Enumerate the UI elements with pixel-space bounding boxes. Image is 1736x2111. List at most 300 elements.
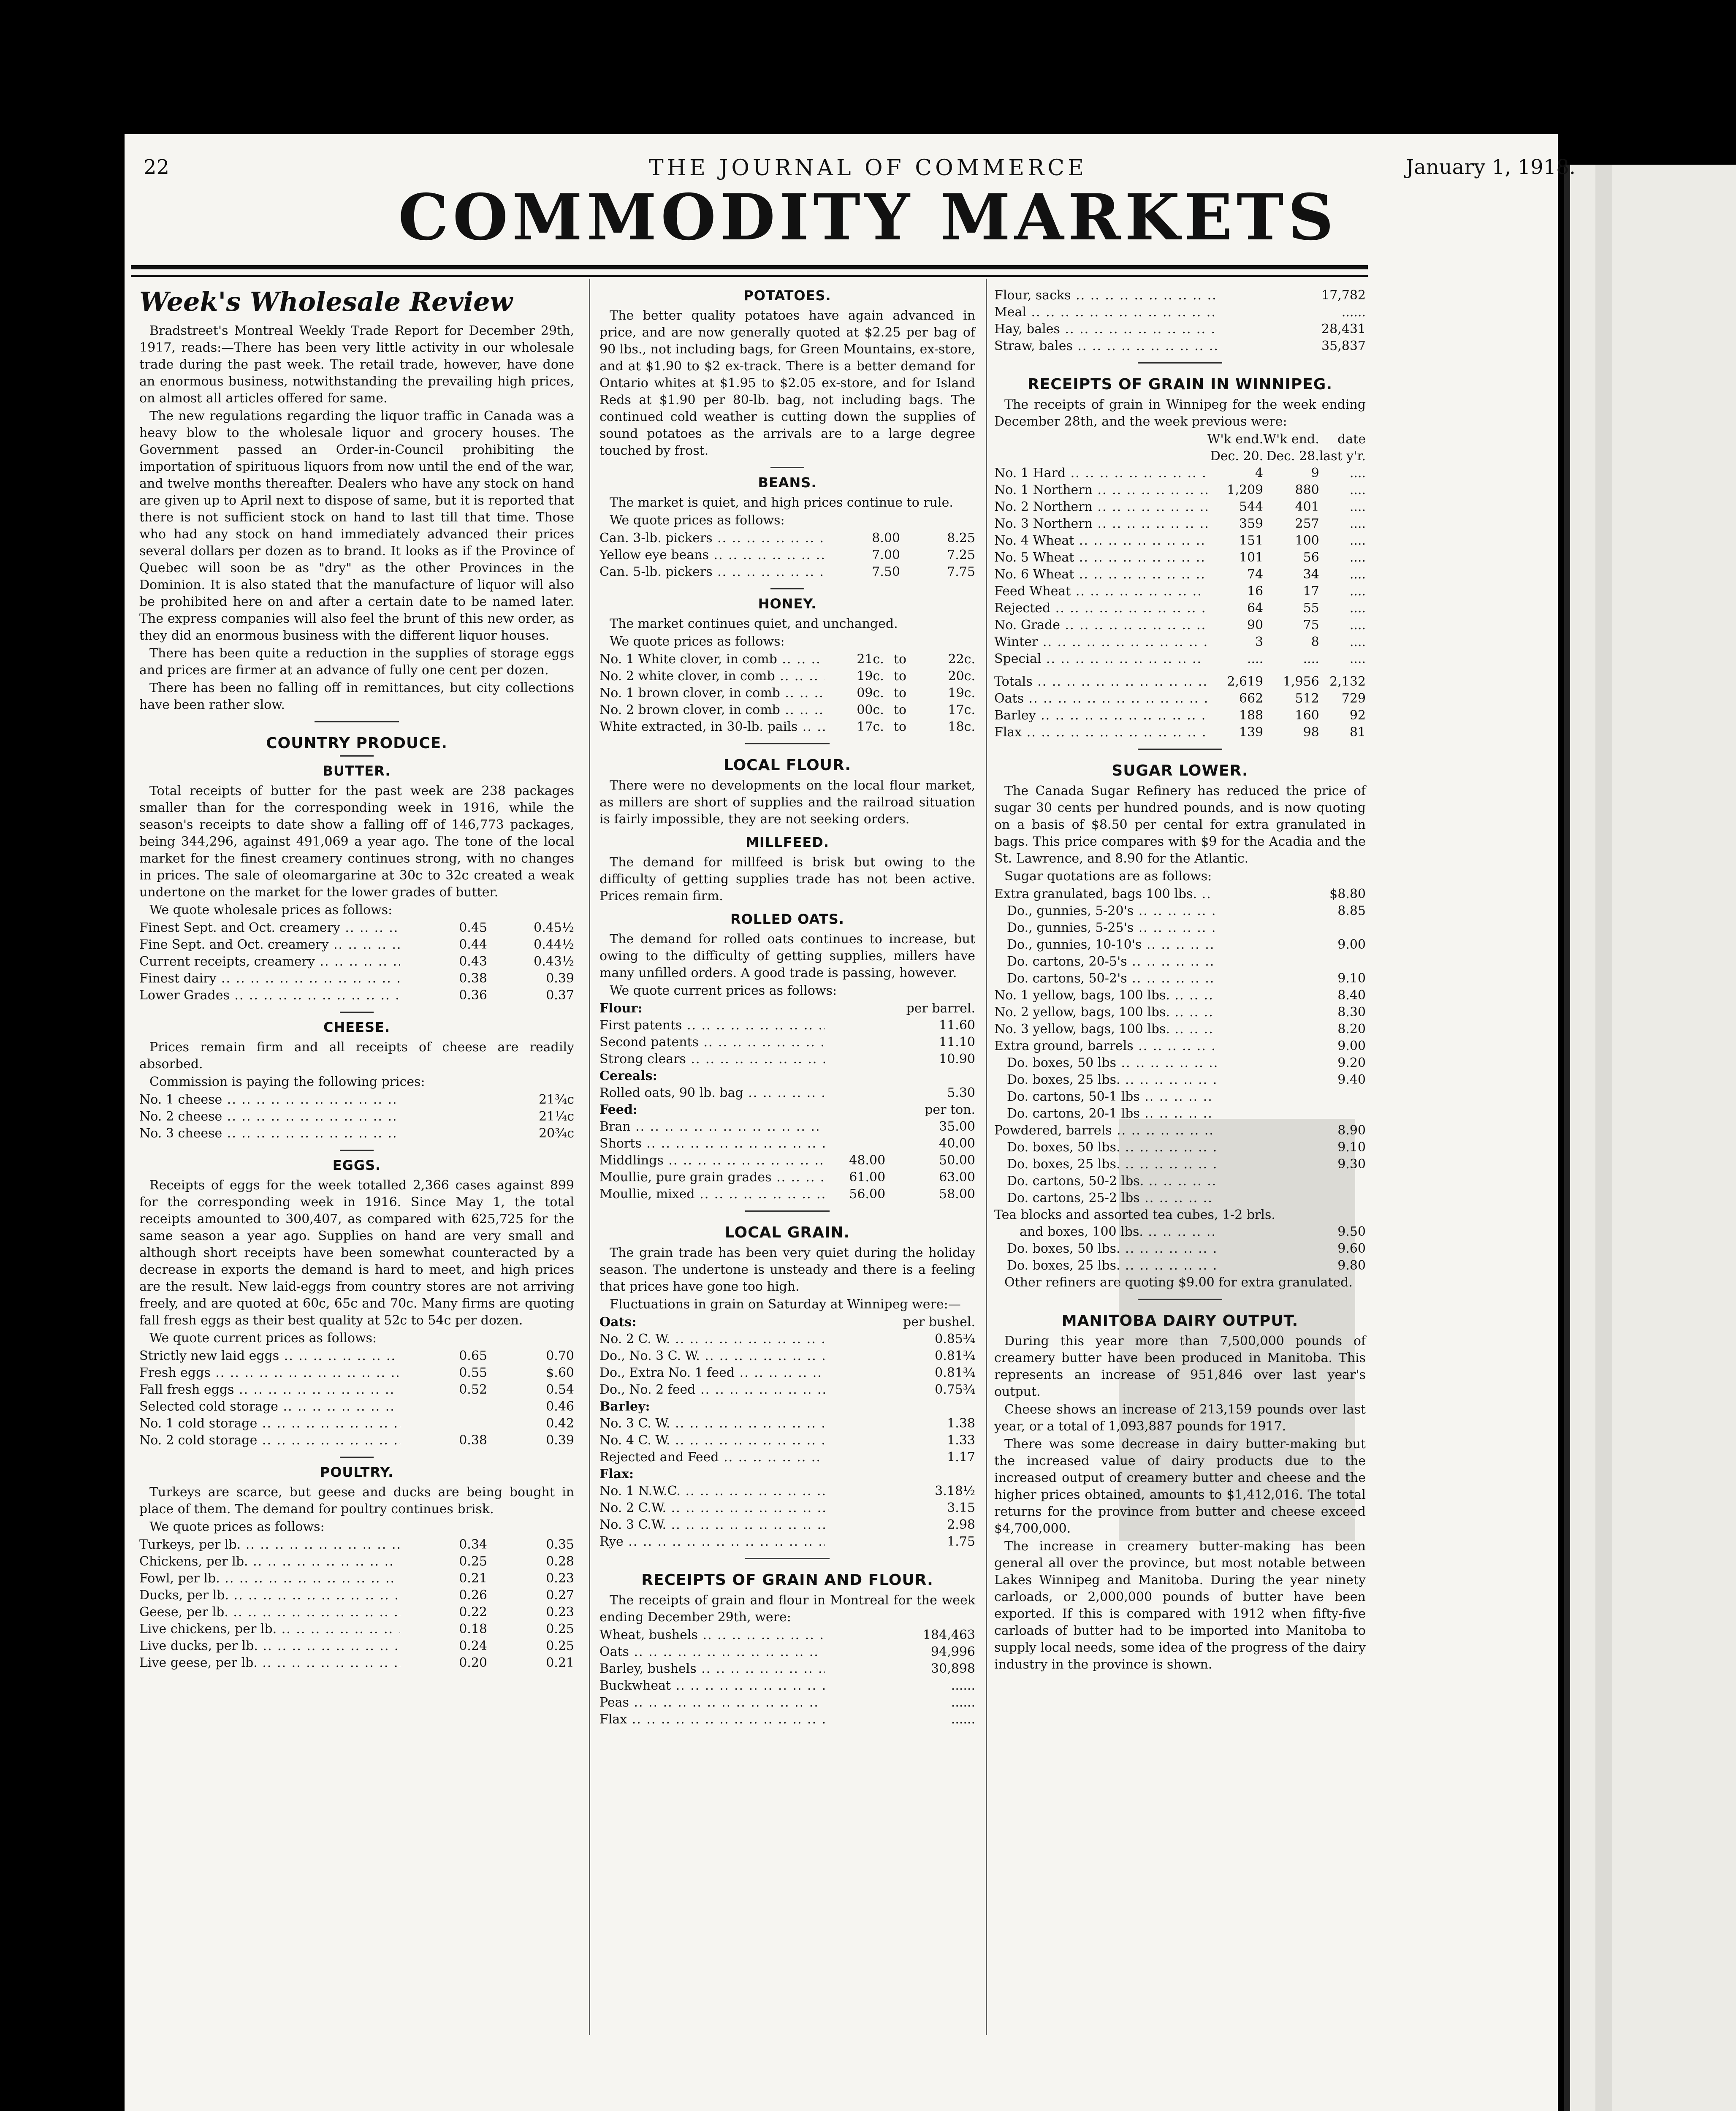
subsection-heading: POULTRY. [320, 1464, 394, 1480]
section-divider [1138, 749, 1222, 750]
subsection-heading: BUTTER. [323, 763, 391, 779]
price: 2.98 [947, 1517, 975, 1532]
table-row [994, 516, 1366, 532]
cell: .... [1349, 466, 1366, 480]
price [1217, 1190, 1366, 1207]
page-number: 22 [144, 155, 170, 179]
row-label: Do. cartons, 25-2 lbs .. .. [994, 1190, 1217, 1207]
row-label: Rye .. .. [599, 1533, 825, 1550]
price-high: 22c. [948, 652, 975, 667]
quantity: 35,837 [1321, 339, 1366, 353]
price-low: 61.00 [849, 1170, 886, 1185]
table-row [139, 1536, 574, 1553]
range-to: to [893, 669, 907, 684]
table-row [139, 1108, 574, 1125]
table-row [599, 1034, 975, 1051]
beans-text: The market is quiet, and high prices continue to rule. [610, 495, 953, 510]
price: 9.00 [1337, 1039, 1366, 1053]
price-low: 0.44 [459, 937, 487, 952]
row-label: Winter .. .. [994, 634, 1207, 651]
group-label: Barley: [599, 1399, 650, 1414]
quote-intro: We quote wholesale prices as follows: [149, 903, 393, 917]
price-high: 0.35 [546, 1537, 574, 1552]
quantity: ...... [951, 1678, 975, 1693]
cell: 359 [1239, 516, 1264, 531]
table-row [139, 1655, 574, 1671]
row-label: Rejected .. .. [994, 600, 1207, 617]
row-label: Fall fresh eggs .. .. [139, 1381, 400, 1398]
table-row [139, 1415, 574, 1432]
cell: 160 [1295, 708, 1319, 723]
table-row [599, 1694, 975, 1711]
flour-price-table [599, 1000, 975, 1203]
row-label: Buckwheat .. .. [599, 1677, 825, 1694]
table-row [994, 651, 1366, 667]
adjacent-page-edge [1564, 165, 1736, 2111]
price-low [400, 1398, 487, 1415]
dairy-paragraph: During this year more than 7,500,000 pounds of creamery butter have been produced in Manitoba. This represents an increase of 951,846 over last year's output. [994, 1334, 1366, 1399]
table-row [599, 1085, 975, 1102]
table-row [599, 1644, 975, 1661]
price: 3.15 [947, 1500, 975, 1515]
table-row [994, 549, 1366, 566]
price-low: 56.00 [849, 1187, 886, 1202]
cell: 100 [1295, 533, 1319, 548]
table-row [139, 936, 574, 953]
price-low: 7.00 [872, 548, 900, 562]
winnipeg-text: The receipts of grain in Winnipeg for the week ending December 28th, and the week previous were: [994, 397, 1366, 429]
issue-date: January 1, 1918. [1405, 155, 1576, 179]
price: $8.80 [1329, 887, 1366, 901]
section-heading: POTATOES. [743, 288, 831, 304]
price: 8.85 [1337, 904, 1366, 918]
price-low [400, 1415, 487, 1432]
table-row [139, 1587, 574, 1604]
table-row [994, 634, 1366, 651]
table-row [599, 1118, 975, 1135]
price-low: 0.24 [459, 1639, 487, 1653]
price [1217, 1088, 1366, 1105]
section-heading: COUNTRY PRODUCE. [266, 735, 448, 752]
subsection-heading: EGGS. [332, 1157, 381, 1173]
row-label: No. 2 Northern .. .. [994, 499, 1207, 516]
table-row [994, 499, 1366, 516]
cell: 3 [1255, 635, 1264, 649]
quote-intro: Sugar quotations are as follows: [1004, 869, 1212, 884]
table-row [994, 617, 1366, 634]
price-low: 0.26 [459, 1588, 487, 1603]
section-divider [315, 721, 399, 722]
row-label: No. Grade .. .. [994, 617, 1207, 634]
row-label: Tea blocks and assorted tea cubes, 1-2 brls. [994, 1207, 1275, 1222]
price-low: 0.38 [459, 971, 487, 986]
subsection-heading: MILLFEED. [746, 834, 829, 850]
row-label: Live chickens, per lb. .. .. [139, 1621, 400, 1638]
section-divider [745, 1210, 830, 1212]
review-paragraph: There has been quite a reduction in the supplies of storage eggs and prices are firmer at an advance of fully one cent per dozen. [139, 646, 574, 678]
price: 8.20 [1337, 1022, 1366, 1037]
table-row [599, 1661, 975, 1677]
row-label: Do. boxes, 50 lbs. .. .. [994, 1139, 1217, 1156]
price-high: 0.25 [546, 1639, 574, 1653]
section-divider [770, 588, 804, 589]
price-high: 0.39 [546, 1433, 574, 1448]
column-header: date [1337, 432, 1366, 447]
row-label: Can. 3-lb. pickers .. .. [599, 530, 825, 547]
price-high: 63.00 [939, 1170, 975, 1185]
row-label: Do., gunnies, 5-20's .. .. [994, 903, 1217, 920]
group-label: Feed: [599, 1102, 637, 1117]
row-label: Do. cartons, 20-5's .. .. [994, 953, 1217, 970]
table-row [994, 1224, 1366, 1240]
row-label: Totals .. .. [994, 667, 1207, 690]
row-label: Do. cartons, 50-1 lbs .. .. [994, 1088, 1217, 1105]
price-low: 0.21 [459, 1571, 487, 1586]
group-label: Cereals: [599, 1069, 657, 1083]
price: 9.10 [1337, 1140, 1366, 1155]
cell: .... [1349, 550, 1366, 565]
row-label: Oats .. .. [599, 1644, 825, 1661]
price: 0.85¾ [935, 1332, 975, 1346]
row-label: Rejected and Feed .. .. [599, 1449, 825, 1466]
section-heading: HONEY. [758, 596, 817, 612]
table-row [599, 1711, 975, 1728]
quantity: 184,463 [922, 1628, 975, 1642]
price: 21¼c [538, 1109, 574, 1124]
row-label: No. 2 cold storage .. .. [139, 1432, 400, 1449]
journal-name: THE JOURNAL OF COMMERCE [648, 155, 1088, 181]
table-row [994, 1240, 1366, 1257]
eggs-text: Receipts of eggs for the week totalled 2,366 cases against 899 for the corresponding week in 1916. Since May 1, the total receipts amounted to 300,407, as compared with 625,725 for the same season a year ago. Supplies on hand are very small and although short receipts have been somewhat counteracted by a decrease in exports the demand is hard to meet, and high prices are the result. New laid-eggs from country stores are not arriving freely, and are quoted at 60c, 65c and 70c. Many firms are quoting fall fresh eggs as their best quality at 52c to 54c per dozen. [139, 1178, 574, 1328]
quantity: ...... [951, 1695, 975, 1710]
row-label: Do. boxes, 25 lbs. .. .. [994, 1257, 1217, 1274]
table-row [139, 987, 574, 1004]
table-row [994, 690, 1366, 707]
price: 0.81¾ [935, 1365, 975, 1380]
table-row [994, 1004, 1366, 1021]
price-high: 11.10 [939, 1035, 975, 1050]
row-label: Barley .. .. [994, 707, 1207, 724]
price-high: 0.21 [546, 1655, 574, 1670]
table-row [994, 338, 1366, 355]
price-low: 0.65 [459, 1349, 487, 1363]
row-label: Geese, per lb. .. .. [139, 1604, 400, 1621]
table-row [994, 465, 1366, 482]
price-high: 20c. [948, 669, 975, 684]
row-label: Turkeys, per lb. .. .. [139, 1536, 400, 1553]
row-label: No. 1 White clover, in comb .. .. [599, 651, 825, 668]
row-label: Do. boxes, 50 lbs .. .. [994, 1055, 1217, 1072]
price-low [825, 1135, 885, 1152]
poultry-price-table [139, 1536, 574, 1671]
table-row [599, 1627, 975, 1644]
sugar-note: Other refiners are quoting $9.00 for extra granulated. [1004, 1275, 1353, 1290]
winnipeg-receipts-table [994, 431, 1366, 741]
row-label: Straw, bales .. .. [994, 338, 1217, 355]
quantity: 28,431 [1321, 322, 1366, 336]
section-divider [745, 1558, 830, 1559]
price: 1.75 [947, 1534, 975, 1549]
receipts-table-continued [994, 287, 1366, 355]
table-row [139, 1432, 574, 1449]
section-heading: RECEIPTS OF GRAIN AND FLOUR. [641, 1571, 933, 1589]
quantity: ...... [1341, 305, 1366, 320]
cell: .... [1349, 483, 1366, 497]
price-high: 0.46 [546, 1399, 574, 1414]
price-high: 0.54 [546, 1382, 574, 1397]
table-row [139, 1125, 574, 1142]
page-streak [1595, 165, 1612, 2111]
cell: 64 [1247, 601, 1264, 616]
price-low: 0.43 [459, 954, 487, 969]
cell: 257 [1295, 516, 1319, 531]
table-row [599, 1381, 975, 1398]
dairy-paragraph: There was some decrease in dairy butter-making but the increased value of dairy products due to the increased output of creamery butter and cheese and the higher prices obtained, amounts to $1,412,016. The total returns for the province from butter and cheese exceed $4,700,000. [994, 1437, 1366, 1536]
grain-price-table [599, 1314, 975, 1550]
row-label: Ducks, per lb. .. .. [139, 1587, 400, 1604]
price-low: 0.55 [459, 1365, 487, 1380]
row-label: Finest Sept. and Oct. creamery .. .. [139, 920, 400, 936]
price: 20¾c [538, 1126, 574, 1141]
price-high: 40.00 [939, 1136, 975, 1151]
price-high: 0.23 [546, 1605, 574, 1620]
cell: 1,209 [1227, 483, 1264, 497]
honey-text: The market continues quiet, and unchanged. [610, 616, 898, 631]
price: 9.50 [1337, 1224, 1366, 1239]
table-row [139, 1621, 574, 1638]
price-low [825, 1034, 885, 1051]
table-row [599, 547, 975, 564]
dairy-paragraph: Cheese shows an increase of 213,159 pounds over last year, or a total of 1,093,887 pounds for 1917. [994, 1402, 1366, 1434]
table-row [139, 1091, 574, 1108]
column-header: Dec. 20. [1210, 449, 1264, 464]
table-header-row [599, 1466, 975, 1483]
row-label: No. 3 cheese .. .. [139, 1125, 400, 1142]
cell: 2,619 [1227, 674, 1264, 689]
cell: .... [1349, 499, 1366, 514]
table-row [994, 600, 1366, 617]
row-label: Meal .. .. [994, 304, 1217, 321]
table-row [994, 1207, 1366, 1224]
price-high: 0.27 [546, 1588, 574, 1603]
section-title: COMMODITY MARKETS [398, 180, 1338, 255]
cell: .... [1349, 567, 1366, 582]
table-row [139, 1604, 574, 1621]
table-row [599, 1051, 975, 1068]
table-row [139, 1553, 574, 1570]
price: 9.00 [1337, 937, 1366, 952]
price-high: 0.70 [546, 1349, 574, 1363]
price-high: 7.25 [947, 548, 975, 562]
section-heading: LOCAL FLOUR. [723, 757, 852, 774]
review-title: Week's Wholesale Review [139, 286, 513, 317]
cheese-text: Prices remain firm and all receipts of cheese are readily absorbed. [139, 1040, 574, 1072]
price-high: 11.60 [939, 1018, 975, 1033]
table-row [139, 953, 574, 970]
subsection-heading: CHEESE. [323, 1019, 391, 1035]
price [1217, 1173, 1366, 1190]
row-label: Extra ground, barrels .. .. [994, 1038, 1217, 1055]
table-row [599, 719, 975, 735]
table-row [599, 1517, 975, 1533]
price-high: 0.42 [546, 1416, 574, 1431]
price-low: 0.38 [459, 1433, 487, 1448]
price [1217, 1105, 1366, 1122]
row-label: No. 3 yellow, bags, 100 lbs. .. .. [994, 1021, 1217, 1038]
butter-price-table [139, 920, 574, 1004]
price: 9.10 [1337, 971, 1366, 986]
row-label: No. 2 C. W. .. .. [599, 1331, 825, 1348]
cell: 2,132 [1329, 674, 1366, 689]
cell: .... [1349, 635, 1366, 649]
price-low: 0.45 [459, 920, 487, 935]
price-low: 0.36 [459, 988, 487, 1003]
row-label: Live geese, per lb. .. .. [139, 1655, 400, 1671]
row-label: Do. cartons, 50-2 lbs. .. .. [994, 1173, 1217, 1190]
cell: 729 [1341, 691, 1366, 706]
row-label: No. 2 cheese .. .. [139, 1108, 400, 1125]
row-label: Oats .. .. [994, 690, 1207, 707]
row-label: Do., No. 3 C. W. .. .. [599, 1348, 825, 1365]
table-row [994, 583, 1366, 600]
receipts-table [599, 1627, 975, 1728]
cell: 90 [1247, 618, 1264, 632]
row-label: Second patents .. .. [599, 1034, 825, 1051]
table-header-row [599, 1000, 975, 1017]
column-header: W'k end. [1207, 432, 1264, 447]
price-low: 0.20 [459, 1655, 487, 1670]
price-high: 0.45½ [534, 920, 574, 935]
table-row [994, 1105, 1366, 1122]
section-divider [340, 1012, 374, 1013]
section-divider [1138, 1299, 1222, 1300]
row-label: Shorts .. .. [599, 1135, 825, 1152]
rolled-oats-text: The demand for rolled oats continues to increase, but owing to the difficulty of getting supplies, millers have many unfilled orders. A good trade is passing, however. [599, 932, 975, 980]
table-row [599, 651, 975, 668]
price: 1.17 [947, 1450, 975, 1465]
cell: 81 [1349, 725, 1366, 740]
row-label: No. 2 C.W. .. .. [599, 1500, 825, 1517]
table-row [599, 1677, 975, 1694]
price-high: 0.43½ [534, 954, 574, 969]
table-row [994, 321, 1366, 338]
row-label: Lower Grades .. .. [139, 987, 400, 1004]
cell: .... [1349, 651, 1366, 666]
cell: .... [1303, 651, 1319, 666]
review-paragraph: There has been no falling off in remittances, but city collections have been rather slow. [139, 681, 574, 712]
price: 9.40 [1337, 1072, 1366, 1087]
cell: 544 [1239, 499, 1264, 514]
table-row [994, 1139, 1366, 1156]
beans-price-table [599, 530, 975, 581]
price-high: 5.30 [947, 1085, 975, 1100]
row-label: Wheat, bushels .. .. [599, 1627, 825, 1644]
section-heading: LOCAL GRAIN. [724, 1224, 850, 1241]
table-row [994, 1055, 1366, 1072]
row-label: No. 1 cheese .. .. [139, 1091, 400, 1108]
price-high: 50.00 [939, 1153, 975, 1168]
cell: 16 [1247, 584, 1264, 599]
quote-intro: We quote prices as follows: [610, 513, 785, 528]
table-row [994, 1257, 1366, 1274]
row-label: Moullie, pure grain grades .. .. [599, 1169, 825, 1186]
table-row [994, 970, 1366, 987]
column-1 [139, 287, 574, 1671]
unit-label: per ton. [925, 1102, 975, 1117]
row-label: Flax .. .. [994, 724, 1207, 741]
table-row [994, 953, 1366, 970]
quote-intro: We quote prices as follows: [610, 634, 785, 649]
table-row [994, 667, 1366, 690]
row-label: No. 1 yellow, bags, 100 lbs. .. .. [994, 987, 1217, 1004]
row-label: Flax .. .. [599, 1711, 825, 1728]
butter-text: Total receipts of butter for the past week are 238 packages smaller than for the corresponding week in 1916, while the season's receipts to date show a falling off of 146,773 packages, being 344,296, against 491,069 a year ago. The tone of the local market for the finest creamery continues strong, with no changes in prices. The sale of oleomargarine at 30c to 32c created a weak undertone on the market for the lower grades of butter. [139, 784, 574, 900]
price-high: 0.28 [546, 1554, 574, 1569]
table-header-row [599, 1068, 975, 1085]
cell: 98 [1303, 725, 1319, 740]
honey-price-table [599, 651, 975, 735]
column-header: last y'r. [1319, 449, 1366, 464]
price-low: 0.18 [459, 1622, 487, 1636]
column-header: W'k end. [1263, 432, 1319, 447]
cell: .... [1349, 533, 1366, 548]
sugar-price-table [994, 886, 1366, 1274]
grain-text: The grain trade has been very quiet during the holiday season. The undertone is unsteady and there is a feeling that prices have gone too high. [599, 1245, 975, 1294]
cell: 9 [1311, 466, 1319, 480]
cell: 17 [1303, 584, 1319, 599]
group-label: Flour: [599, 1001, 643, 1016]
row-label: No. 1 cold storage .. .. [139, 1415, 400, 1432]
price-high: 0.44½ [534, 937, 574, 952]
price-low [825, 1017, 885, 1034]
row-label: No. 3 C.W. .. .. [599, 1517, 825, 1533]
range-to: to [893, 686, 907, 700]
price-low [825, 1118, 885, 1135]
table-row [139, 920, 574, 936]
price-high: $.60 [546, 1365, 574, 1380]
row-label: No. 2 white clover, in comb .. .. [599, 668, 825, 685]
title-rule-thin [131, 275, 1368, 277]
row-label: Feed Wheat .. .. [994, 583, 1207, 600]
row-label: No. 1 Northern .. .. [994, 482, 1207, 499]
table-row [139, 1398, 574, 1415]
row-label: No. 4 C. W. .. .. [599, 1432, 825, 1449]
table-row [994, 1021, 1366, 1038]
price-low: 21c. [857, 652, 884, 667]
table-row [599, 1365, 975, 1381]
poultry-text: Turkeys are scarce, but geese and ducks are being bought in place of them. The demand for poultry continues brisk. [139, 1485, 574, 1517]
price: 1.33 [947, 1433, 975, 1448]
table-row [599, 1169, 975, 1186]
table-row [994, 1088, 1366, 1105]
cell: .... [1349, 516, 1366, 531]
price-high: 0.25 [546, 1622, 574, 1636]
table-row [599, 1432, 975, 1449]
cell: 401 [1295, 499, 1319, 514]
price-high: 19c. [948, 686, 975, 700]
price-low: 0.34 [459, 1537, 487, 1552]
row-label: and boxes, 100 lbs. .. .. [994, 1224, 1217, 1240]
row-label: Rolled oats, 90 lb. bag .. .. [599, 1085, 825, 1102]
row-label: No. 2 brown clover, in comb .. .. [599, 702, 825, 719]
group-label: Flax: [599, 1467, 634, 1481]
range-to: to [893, 719, 907, 734]
price: 9.60 [1337, 1241, 1366, 1256]
row-label: Finest dairy .. .. [139, 970, 400, 987]
column-2 [599, 287, 975, 1728]
quote-intro: We quote current prices as follows: [610, 983, 837, 998]
table-row [139, 1570, 574, 1587]
